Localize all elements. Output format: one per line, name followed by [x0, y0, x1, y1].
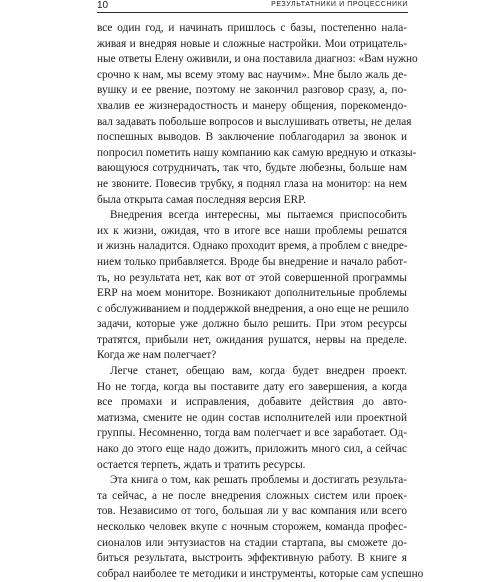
text-line: нием только прибавляется. Вроде бы внедрение и начало работ- — [97, 255, 407, 268]
header-rule — [97, 12, 408, 13]
text-line: Легче станет, обещаю вам, когда будет внедрен проект. — [110, 365, 407, 378]
text-line: хвалив ее жизнерадостность и манеру общения, порекомендо- — [97, 99, 407, 112]
running-header: РЕЗУЛЬТАТНИКИ И ПРОЦЕССНИКИ — [271, 1, 408, 8]
text-line: биться результата, выстроить эффективную работу. В книге я — [97, 552, 407, 565]
page-number: 10 — [97, 0, 109, 11]
text-line: Эта книга о том, как решать проблемы и достигать результа- — [110, 474, 407, 487]
text-line: задачи, которые уже должно было решить. При этом ресурсы — [97, 318, 407, 331]
text-line: тратятся, прибыли нет, ожидания рушатся, нервы на пределе. — [97, 333, 407, 346]
text-line: вающуюся сотрудничать, так что, будьте любезны, больше нам — [97, 162, 407, 175]
paragraph — [97, 364, 407, 473]
text-line: их к жизни, ожидая, что в итоге все наши проблемы решатся — [97, 224, 407, 237]
text-line: тов. Независимо от того, большая ли у вас компания или всего — [97, 505, 407, 518]
text-line: вал задавать побольше вопросов и выслушивать ответы, не делая — [97, 115, 412, 128]
paragraph — [97, 473, 424, 582]
paragraph — [97, 208, 407, 364]
body-text — [97, 21, 424, 582]
text-line: с обслуживанием и поддержкой внедрения, а оно еще не решило — [97, 302, 409, 315]
text-line: была открыта самая последняя версия ERP. — [97, 193, 306, 206]
text-line: ть, но результата нет, как вот от этой совершенной программы — [97, 271, 407, 284]
text-line: Но не тогда, когда вы поставите дату его завершения, а когда — [97, 380, 407, 393]
text-line: нако до этого еще надо дожить, приложить много сил, а сейчас — [97, 443, 407, 456]
text-line: и жизнь наладится. Однако проходит время, а проблем с внедре- — [97, 240, 408, 253]
text-line: ные ответы Елену оживили, и она поставила диагноз: «Вам нужно — [97, 53, 418, 66]
text-line: та сейчас, а не после внедрения сложных систем или проек- — [97, 489, 407, 502]
text-line: группы. Несомненно, тогда вам полегчает и все заработает. Од- — [97, 427, 407, 440]
paragraph — [97, 21, 418, 208]
text-line: Когда же нам полегчает? — [97, 349, 217, 362]
text-line: все один год, и начинать пришлось с базы, постепенно нала- — [97, 22, 407, 34]
text-line: срочно к нам, мы всему этому вас научим». Мне было жаль де- — [97, 68, 407, 81]
text-line: попросил пометить нашу компанию как самую вредную и отказы- — [97, 146, 417, 159]
text-line: все промахи и исправления, добавите действия до авто- — [97, 396, 407, 409]
text-line: ERP на моем мониторе. Возникают дополнительные проблемы — [97, 287, 407, 300]
text-line: не звоните. Повесив трубку, я поднял глаза на монитор: на нем — [97, 177, 407, 190]
text-line: поспешных выводов. В заключение поблагодарил за звонок и — [97, 131, 407, 144]
text-line: несколько человек вкупе с ночным сторожем, команда профес- — [97, 521, 407, 533]
text-line: собрал наиболее те методики и инструменты, которые сам успешно — [97, 567, 424, 580]
text-line: остается терпеть, ждать и тратить ресурсы. — [97, 458, 306, 471]
text-line: вушку и ее рвение, поэтому не закончил разговор сразу, а, по- — [97, 84, 407, 97]
text-line: живая и внедряя новые и сложные настройки. Мои отрицатель- — [97, 37, 407, 50]
text-line: сионалов или энтузиастов на стадии стартапа, вы сможете до- — [97, 536, 407, 549]
text-line: матизма, смените не один состав исполнителей или проектной — [97, 411, 407, 424]
text-line: Внедрения всегда интересны, мы пытаемся приспособить — [110, 209, 407, 222]
